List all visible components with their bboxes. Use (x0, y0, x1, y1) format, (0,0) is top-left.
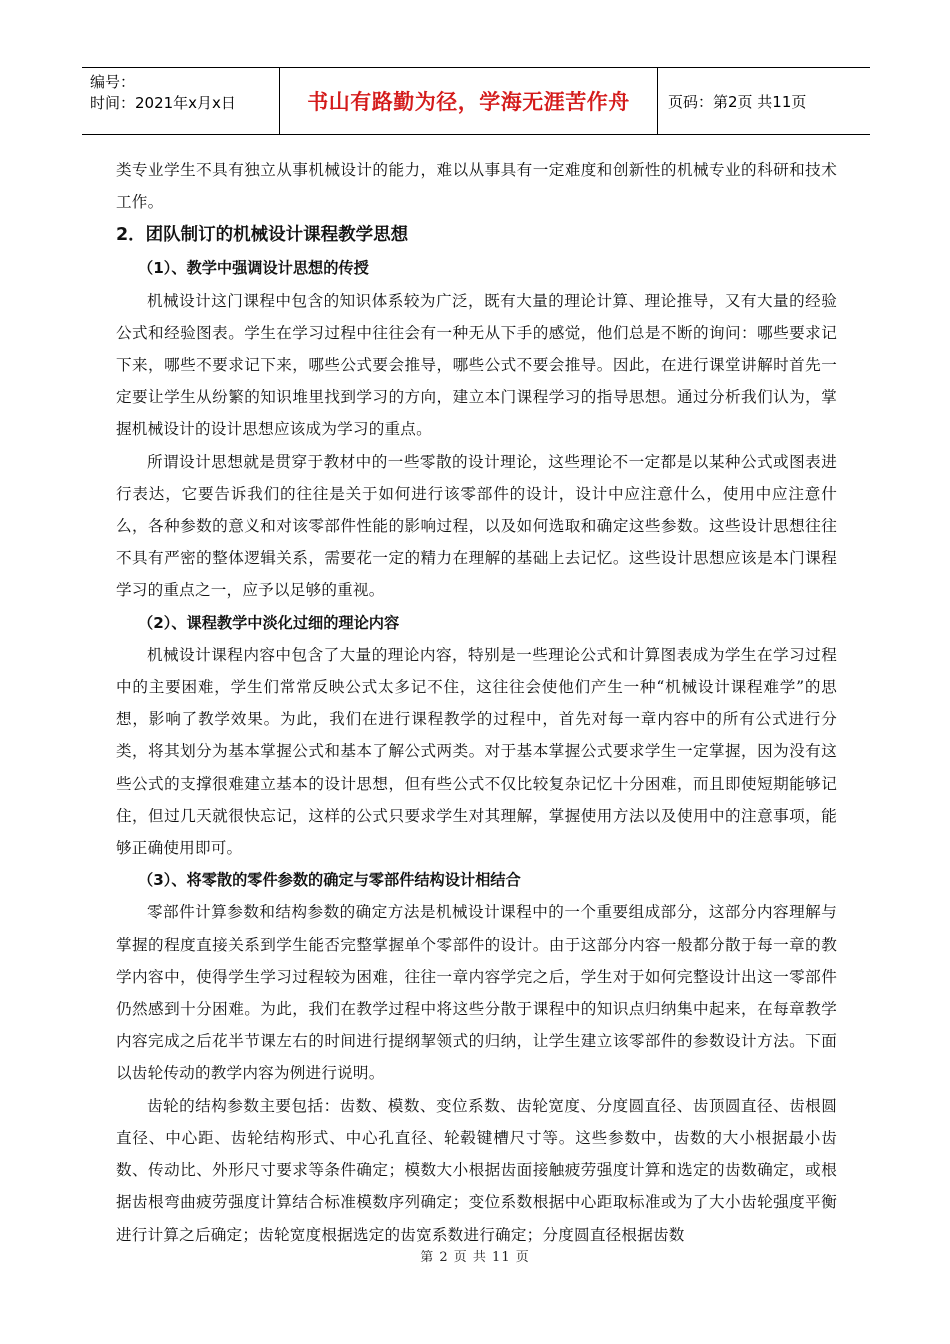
document-date: 时间：2021年x月x日 (90, 94, 236, 112)
paragraph: 机械设计课程内容中包含了大量的理论内容，特别是一些理论公式和计算图表成为学生在学习过程中的主要困难，学生们常常反映公式太多记不住，这往往会使他们产生一种“机械设计课程难学”的思想，影响了教学效果。为此，我们在进行课程教学的过程中，首先对每一章内容中的所有公式进行分类，将其划分为基本掌握公式和基本了解公式两类。对于基本掌握公式要求学生一定掌握，因为没有这些公式的支撑很难建立基本的设计思想，但有些公式不仅比较复杂记忆十分困难，而且即使短期能够记住，但过几天就很快忘记，这样的公式只要求学生对其理解，掌握使用方法以及使用中的注意事项，能够正确使用即可。 (116, 645, 837, 858)
header-page-info: 页码：第2页 共11页 (668, 92, 807, 111)
header-motto: 书山有路勤为径，学海无涯苦作舟 (280, 68, 658, 134)
document-body (116, 154, 837, 1251)
subsection-heading-3: （3）、将零散的零件参数的确定与零部件结构设计相结合 (138, 871, 521, 890)
paragraph: 零部件计算参数和结构参数的确定方法是机械设计课程中的一个重要组成部分，这部分内容理解与掌握的程度直接关系到学生能否完整掌握单个零部件的设计。由于这部分内容一般都分散于每一章的教学内容中，使得学生学习过程较为困难，往往一章内容学完之后，学生对于如何完整设计出这一零部件仍然感到十分困难。为此，我们在教学过程中将这些分散于课程中的知识点归纳集中起来，在每章教学内容完成之后花半节课左右的时间进行提纲挈领式的归纳，让学生建立该零部件的参数设计方法。下面以齿轮传动的教学内容为例进行说明。 (116, 903, 837, 1083)
paragraph: 机械设计这门课程中包含的知识体系较为广泛，既有大量的理论计算、理论推导，又有大量的经验公式和经验图表。学生在学习过程中往往会有一种无从下手的感觉，他们总是不断的询问：哪些要求记下来，哪些不要求记下来，哪些公式要会推导，哪些公式不要会推导。因此，在进行课堂讲解时首先一定要让学生从纷繁的知识堆里找到学习的方向，建立本门课程学习的指导思想。通过分析我们认为，掌握机械设计的设计思想应该成为学习的重点。 (116, 291, 837, 439)
subsection-heading-1: （1）、教学中强调设计思想的传授 (138, 259, 369, 278)
header-meta (82, 68, 280, 134)
paragraph-continued: 类专业学生不具有独立从事机械设计的能力，难以从事具有一定难度和创新性的机械专业的科研和技术工作。 (116, 161, 837, 212)
page-header (82, 67, 870, 135)
paragraph: 齿轮的结构参数主要包括：齿数、模数、变位系数、齿轮宽度、分度圆直径、齿顶圆直径、齿根圆直径、中心距、齿轮结构形式、中心孔直径、轮毂键槽尺寸等。这些参数中，齿数的大小根据最小齿数、传动比、外形尺寸要求等条件确定；模数大小根据齿面接触疲劳强度计算和选定的齿数确定，或根据齿根弯曲疲劳强度计算结合标准模数序列确定；变位系数根据中心距取标准或为了大小齿轮强度平衡进行计算之后确定；齿轮宽度根据选定的齿宽系数进行确定；分度圆直径根据齿数 (116, 1096, 837, 1244)
document-number-label: 编号： (90, 73, 136, 91)
subsection-heading-2: （2）、课程教学中淡化过细的理论内容 (138, 613, 400, 632)
paragraph: 所谓设计思想就是贯穿于教材中的一些零散的设计理论，这些理论不一定都是以某种公式或图表进行表达，它要告诉我们的往往是关于如何进行该零部件的设计，设计中应注意什么，使用中应注意什么，各种参数的意义和对该零部件性能的影响过程，以及如何选取和确定这些参数。这些设计思想往往不具有严密的整体逻辑关系，需要花一定的精力在理解的基础上去记忆。这些设计思想应该是本门课程学习的重点之一，应予以足够的重视。 (116, 452, 837, 600)
page-footer: 第 2 页 共 11 页 (420, 1250, 530, 1265)
section-heading: 2．团队制订的机械设计课程教学思想 (116, 225, 409, 246)
